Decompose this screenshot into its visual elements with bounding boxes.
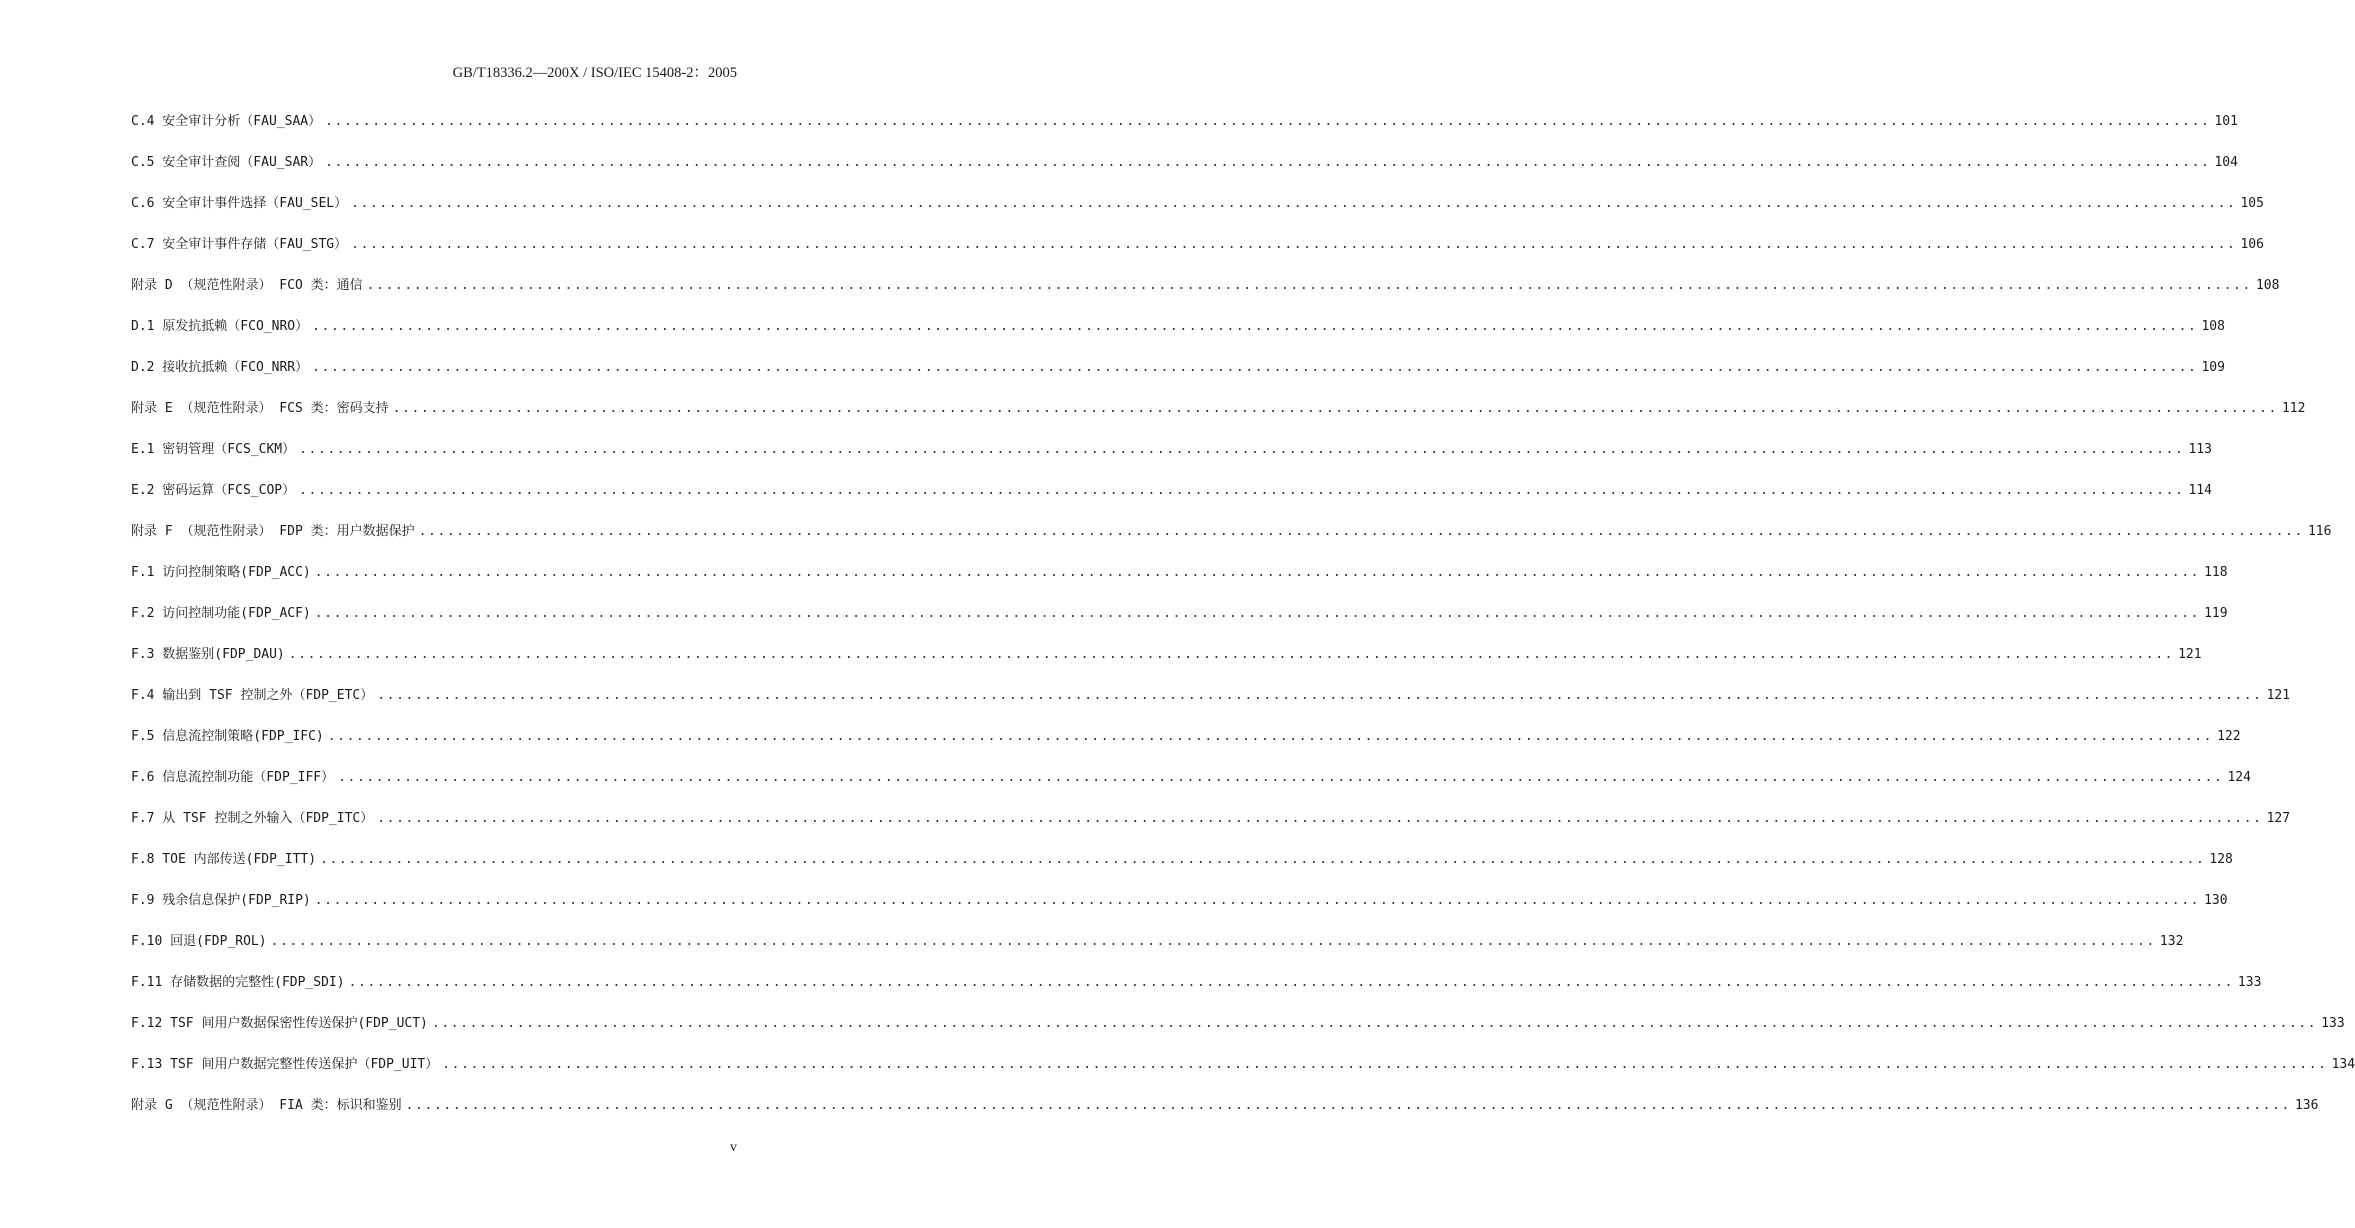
toc-entry-page: 118 bbox=[2204, 565, 2228, 580]
toc-entry-page: 133 bbox=[2237, 975, 2262, 990]
toc-entry[interactable] bbox=[131, 112, 2238, 153]
toc-entry-title: F.7 从 TSF 控制之外输入（FDP_ITC） bbox=[131, 811, 374, 826]
toc-entry-title: F.8 TOE 内部传送(FDP_ITT) bbox=[131, 852, 317, 867]
toc-entry-title: F.2 访问控制功能(FDP_ACF) bbox=[131, 606, 311, 621]
toc-entry[interactable] bbox=[131, 317, 2225, 358]
toc-entry-title: 附录 G （规范性附录） FIA 类：标识和鉴别 bbox=[131, 1098, 402, 1113]
dot-leader: ........................................................................................................................................................................................................ bbox=[325, 114, 2211, 129]
toc-entry[interactable] bbox=[131, 973, 2262, 1014]
toc-entry-page: 109 bbox=[2201, 360, 2225, 375]
toc-entry-title: F.11 存储数据的完整性(FDP_SDI) bbox=[131, 975, 345, 990]
toc-entry[interactable] bbox=[131, 645, 2202, 686]
toc-entry-title: C.6 安全审计事件选择（FAU_SEL） bbox=[131, 196, 348, 211]
dot-leader: ........................................................................................................................................................................................................ bbox=[299, 442, 2185, 457]
dot-leader: ........................................................................................................................................................................................................ bbox=[314, 893, 2201, 908]
toc-entry[interactable] bbox=[131, 276, 2280, 317]
toc-entry-title: E.1 密钥管理（FCS_CKM） bbox=[131, 442, 296, 457]
toc-entry[interactable] bbox=[131, 727, 2241, 768]
toc-entry[interactable] bbox=[131, 891, 2228, 932]
toc-entry-title: F.9 残余信息保护(FDP_RIP) bbox=[131, 893, 311, 908]
toc-entry-page: 122 bbox=[2217, 729, 2241, 744]
toc-entry-page: 133 bbox=[2321, 1016, 2345, 1031]
toc-entry-title: 附录 D （规范性附录） FCO 类：通信 bbox=[131, 278, 363, 293]
toc-entry-title: F.1 访问控制策略(FDP_ACC) bbox=[131, 565, 311, 580]
dot-leader: ........................................................................................................................................................................................................ bbox=[431, 1016, 2318, 1031]
toc-entry[interactable] bbox=[131, 1055, 2355, 1096]
dot-leader: ........................................................................................................................................................................................................ bbox=[338, 770, 2224, 785]
toc-entry[interactable] bbox=[131, 194, 2264, 235]
toc-entry-page: 114 bbox=[2188, 483, 2212, 498]
toc-entry-page: 116 bbox=[2307, 524, 2332, 539]
table-of-contents bbox=[131, 112, 2355, 1137]
toc-entry-page: 108 bbox=[2201, 319, 2225, 334]
toc-entry[interactable] bbox=[131, 522, 2332, 563]
toc-entry-title: F.12 TSF 间用户数据保密性传送保护(FDP_UCT) bbox=[131, 1016, 428, 1031]
toc-entry-page: 119 bbox=[2204, 606, 2228, 621]
toc-entry[interactable] bbox=[131, 1096, 2319, 1137]
toc-entry-page: 130 bbox=[2204, 893, 2228, 908]
toc-entry[interactable] bbox=[131, 399, 2306, 440]
toc-entry-title: 附录 E （规范性附录） FCS 类：密码支持 bbox=[131, 401, 389, 416]
dot-leader: ........................................................................................................................................................................................................ bbox=[366, 278, 2252, 293]
dot-leader: ........................................................................................................................................................................................................ bbox=[312, 360, 2198, 375]
page-header: GB/T18336.2—200X / ISO/IEC 15408-2：2005 bbox=[452, 65, 737, 81]
dot-leader: ........................................................................................................................................................................................................ bbox=[312, 319, 2198, 334]
toc-entry-title: F.3 数据鉴别(FDP_DAU) bbox=[131, 647, 285, 662]
toc-entry[interactable] bbox=[131, 440, 2212, 481]
dot-leader: ........................................................................................................................................................................................................ bbox=[351, 196, 2237, 211]
dot-leader: ........................................................................................................................................................................................................ bbox=[377, 688, 2263, 703]
toc-entry-page: 104 bbox=[2214, 155, 2238, 170]
toc-entry-page: 136 bbox=[2294, 1098, 2319, 1113]
toc-entry-page: 112 bbox=[2281, 401, 2306, 416]
dot-leader: ........................................................................................................................................................................................................ bbox=[270, 934, 2156, 949]
toc-entry[interactable] bbox=[131, 850, 2233, 891]
page-number: v bbox=[730, 1140, 737, 1155]
toc-entry-title: C.4 安全审计分析（FAU_SAA） bbox=[131, 114, 322, 129]
toc-entry[interactable] bbox=[131, 932, 2184, 973]
toc-entry[interactable] bbox=[131, 809, 2291, 850]
toc-entry-page: 105 bbox=[2240, 196, 2264, 211]
toc-entry-title: 附录 F （规范性附录） FDP 类：用户数据保护 bbox=[131, 524, 415, 539]
toc-entry-page: 106 bbox=[2240, 237, 2264, 252]
dot-leader: ........................................................................................................................................................................................................ bbox=[327, 729, 2214, 744]
dot-leader: ........................................................................................................................................................................................................ bbox=[314, 606, 2201, 621]
toc-entry[interactable] bbox=[131, 604, 2228, 645]
toc-entry-page: 108 bbox=[2255, 278, 2280, 293]
toc-entry-page: 113 bbox=[2188, 442, 2212, 457]
dot-leader: ........................................................................................................................................................................................................ bbox=[392, 401, 2278, 416]
toc-entry-title: C.5 安全审计查阅（FAU_SAR） bbox=[131, 155, 322, 170]
toc-entry-page: 132 bbox=[2159, 934, 2184, 949]
toc-entry-title: F.10 回退(FDP_ROL) bbox=[131, 934, 267, 949]
dot-leader: ........................................................................................................................................................................................................ bbox=[418, 524, 2304, 539]
toc-entry-title: D.1 原发抗抵赖（FCO_NRO） bbox=[131, 319, 309, 334]
dot-leader: ........................................................................................................................................................................................................ bbox=[442, 1057, 2328, 1072]
toc-entry-page: 101 bbox=[2214, 114, 2238, 129]
dot-leader: ........................................................................................................................................................................................................ bbox=[348, 975, 2234, 990]
dot-leader: ........................................................................................................................................................................................................ bbox=[299, 483, 2185, 498]
toc-entry[interactable] bbox=[131, 235, 2264, 276]
toc-entry-page: 128 bbox=[2209, 852, 2233, 867]
toc-entry-page: 127 bbox=[2266, 811, 2291, 826]
toc-entry[interactable] bbox=[131, 481, 2212, 522]
dot-leader: ........................................................................................................................................................................................................ bbox=[351, 237, 2237, 252]
toc-entry-page: 124 bbox=[2227, 770, 2251, 785]
dot-leader: ........................................................................................................................................................................................................ bbox=[405, 1098, 2291, 1113]
toc-entry-page: 121 bbox=[2178, 647, 2202, 662]
toc-entry-title: D.2 接收抗抵赖（FCO_NRR） bbox=[131, 360, 309, 375]
toc-entry-title: F.4 输出到 TSF 控制之外（FDP_ETC） bbox=[131, 688, 374, 703]
toc-entry-title: F.5 信息流控制策略(FDP_IFC) bbox=[131, 729, 324, 744]
toc-entry-title: F.6 信息流控制功能（FDP_IFF） bbox=[131, 770, 335, 785]
toc-entry[interactable] bbox=[131, 358, 2225, 399]
toc-entry-title: C.7 安全审计事件存储（FAU_STG） bbox=[131, 237, 348, 252]
dot-leader: ........................................................................................................................................................................................................ bbox=[314, 565, 2201, 580]
toc-entry[interactable] bbox=[131, 1014, 2345, 1055]
dot-leader: ........................................................................................................................................................................................................ bbox=[377, 811, 2263, 826]
toc-entry-page: 121 bbox=[2266, 688, 2291, 703]
toc-entry[interactable] bbox=[131, 563, 2228, 604]
toc-entry[interactable] bbox=[131, 768, 2251, 809]
toc-entry-title: F.13 TSF 间用户数据完整性传送保护（FDP_UIT） bbox=[131, 1057, 439, 1072]
toc-entry[interactable] bbox=[131, 686, 2291, 727]
dot-leader: ........................................................................................................................................................................................................ bbox=[288, 647, 2175, 662]
dot-leader: ........................................................................................................................................................................................................ bbox=[325, 155, 2211, 170]
toc-entry[interactable] bbox=[131, 153, 2238, 194]
toc-entry-page: 134 bbox=[2331, 1057, 2355, 1072]
toc-entry-title: E.2 密码运算（FCS_COP） bbox=[131, 483, 296, 498]
dot-leader: ........................................................................................................................................................................................................ bbox=[320, 852, 2206, 867]
